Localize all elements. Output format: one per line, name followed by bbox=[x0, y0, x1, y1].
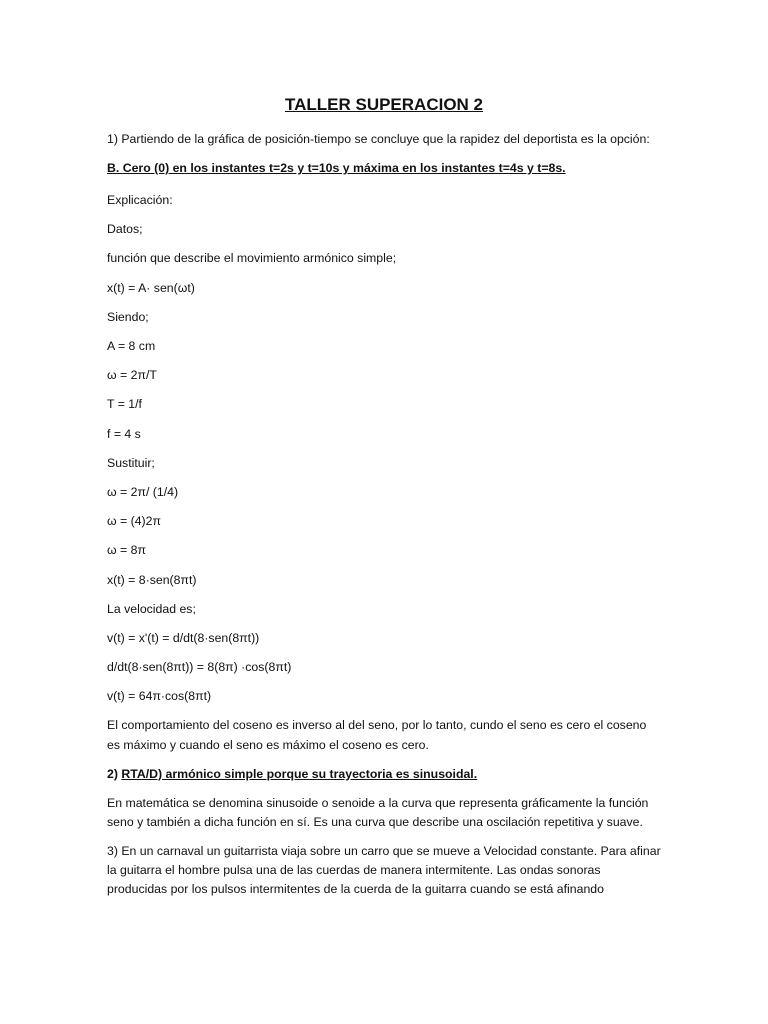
equation-line: ω = 2π/T bbox=[107, 368, 157, 383]
paragraph-cosine: El comportamiento del coseno es inverso al del seno, por lo tanto, cundo el seno es cero el coseno es máximo y cuando el seno es máximo el coseno es cero. bbox=[107, 718, 647, 752]
text-line: Datos; bbox=[107, 222, 143, 237]
equation-line: A = 8 cm bbox=[107, 339, 156, 354]
question-3: 3) En un carnaval un guitarrista viaja sobre un carro que se mueve a Velocidad constante. Para afinar la guitarra el hombre pulsa una de las cuerdas de manera intermitente. Las ondas sonoras producidas por los pulsos intermitentes de la cuerda de la guitarra cuando se está afinando bbox=[107, 843, 661, 896]
equation-line: ω = 2π/ (1/4) bbox=[107, 484, 179, 499]
paragraph-sinusoid: En matemática se denomina sinusoide o senoide a la curva que representa gráficamente la función seno y también a dicha función en sí. Es una curva que describe una oscilación repetitiva y suave. bbox=[107, 795, 649, 829]
document-body bbox=[107, 130, 662, 909]
document-title: TALLER SUPERACION 2 bbox=[284, 95, 484, 114]
question-2-answer: RTA/D) armónico simple porque su trayectoria es sinusoidal. bbox=[121, 766, 478, 781]
equation-line: x(t) = 8·sen(8πt) bbox=[107, 572, 197, 587]
equation-line: f = 4 s bbox=[107, 426, 141, 441]
text-line: función que describe el movimiento armónico simple; bbox=[107, 251, 397, 266]
equation-line: x(t) = A· sen(ωt) bbox=[107, 280, 195, 295]
question-1: 1) Partiendo de la gráfica de posición-tiempo se concluye que la rapidez del deportista es la opción: bbox=[107, 132, 650, 146]
text-line: La velocidad es; bbox=[107, 601, 196, 616]
equation-line: T = 1/f bbox=[107, 397, 142, 412]
equation-line: d/dt(8·sen(8πt)) = 8(8π) ·cos(8πt) bbox=[107, 660, 292, 675]
answer-1: B. Cero (0) en los instantes t=2s y t=10s y máxima en los instantes t=4s y t=8s. bbox=[107, 161, 566, 176]
equation-line: v(t) = x'(t) = d/dt(8·sen(8πt)) bbox=[107, 630, 260, 645]
equation-line: ω = 8π bbox=[107, 543, 146, 558]
text-line: Sustituir; bbox=[107, 455, 155, 470]
text-line: Explicación: bbox=[107, 193, 173, 208]
question-2 bbox=[107, 765, 662, 784]
equation-line: ω = (4)2π bbox=[107, 514, 161, 529]
text-line: Siendo; bbox=[107, 309, 149, 324]
equation-line: v(t) = 64π·cos(8πt) bbox=[107, 689, 212, 704]
question-2-number: 2) bbox=[107, 766, 118, 781]
